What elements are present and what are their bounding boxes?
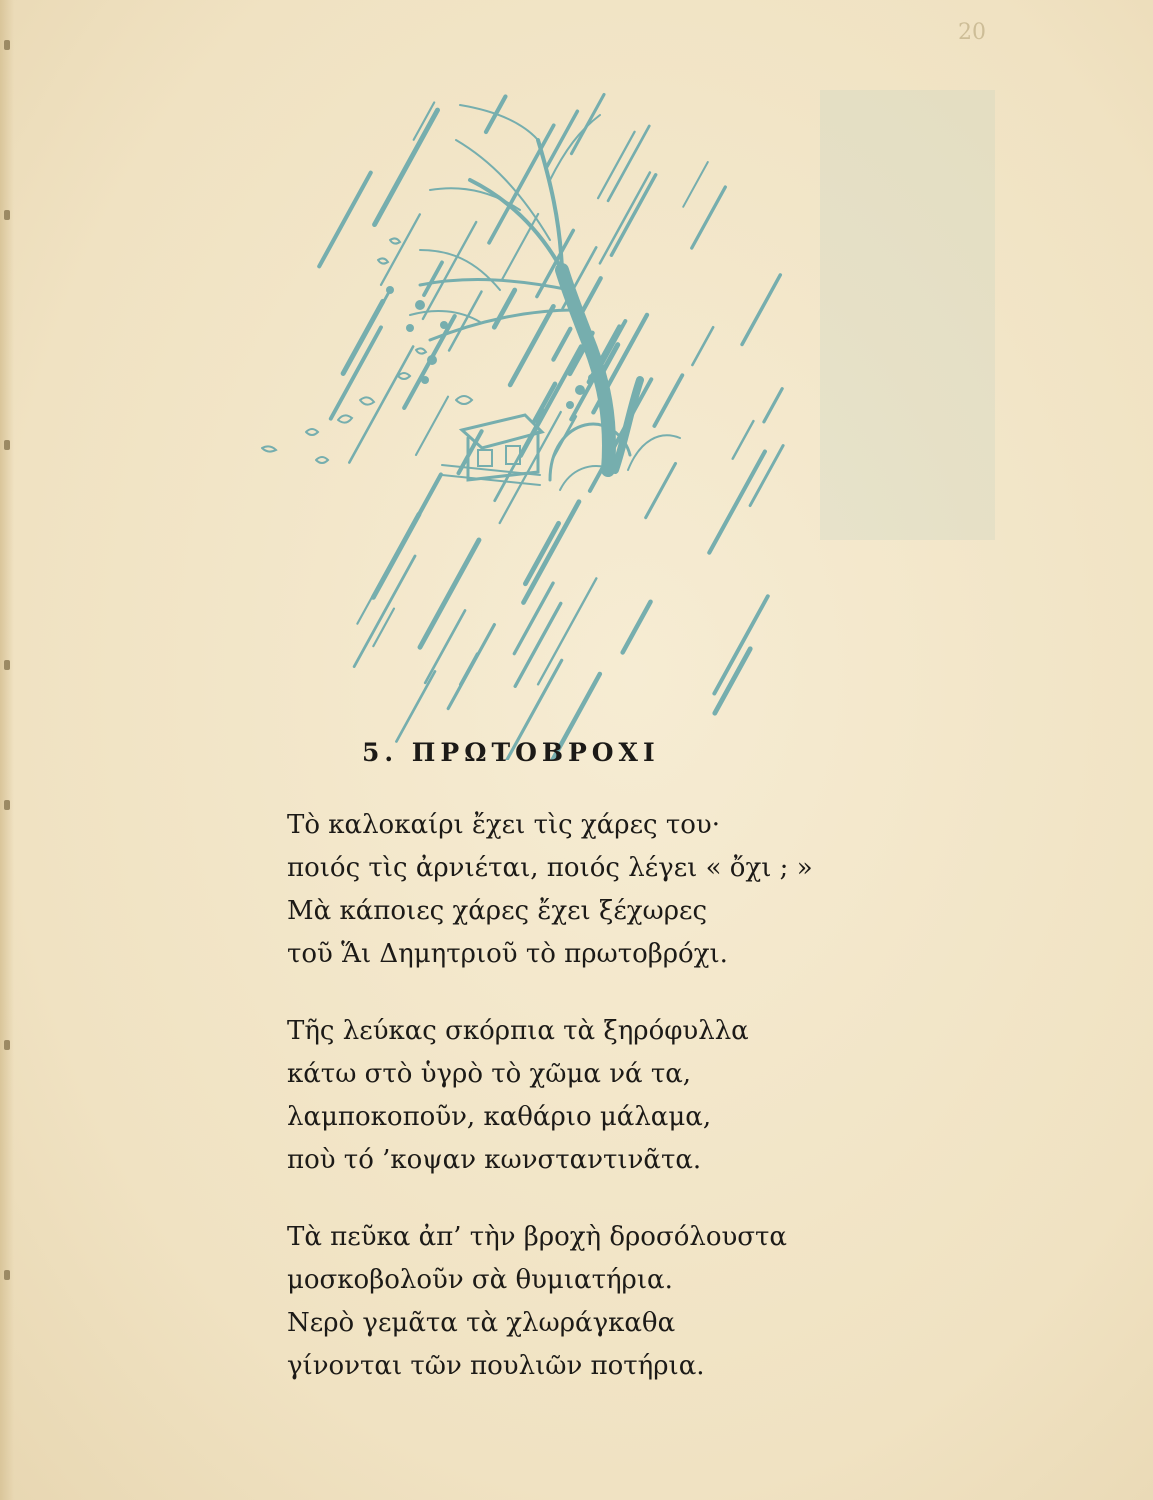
rain-streak (425, 610, 465, 682)
binding-stitch (4, 40, 10, 50)
rain-streak (420, 540, 479, 647)
poem-line: λαμποκοποῦν, καθάριο μάλαμα, (287, 1102, 712, 1132)
rain-streak (709, 452, 765, 553)
rain-streak (448, 625, 494, 709)
rain-streak (571, 94, 604, 153)
binding-stitch (4, 660, 10, 670)
rain-streak (600, 172, 650, 263)
rain-streak (510, 306, 553, 385)
rain-streak (608, 126, 649, 201)
rain-streak (750, 446, 783, 506)
rain-streak (423, 222, 476, 319)
rain-streak (692, 327, 713, 365)
poem-line: ποιός τὶς ἀρνιέται, ποιός λέγει « ὄχι ; » (287, 853, 813, 883)
rain-streak (396, 671, 435, 741)
poem-line: γίνονται τῶν πουλιῶν ποτήρια. (287, 1351, 705, 1381)
rain-streak (733, 421, 754, 459)
stanza (287, 804, 867, 976)
rain-streak (416, 397, 448, 455)
rain-streak (683, 162, 708, 207)
rain-streak (521, 346, 581, 455)
rain-streak (654, 375, 682, 426)
poem-line: Τὰ πεῦκα ἀπ’ τὴν βροχὴ δροσόλουστα (287, 1222, 787, 1252)
poem-line: Τῆς λεύκας σκόρπια τὰ ξηρόφυλλα (287, 1016, 749, 1046)
rain-streak (514, 583, 553, 654)
rain-streak (553, 329, 570, 360)
rain-streak (373, 514, 419, 597)
poem-body (287, 804, 867, 1422)
rain-streak (764, 389, 782, 422)
poem-title: 5. ΠΡΩΤΟΒΡΟΧΙ (362, 738, 660, 767)
stanza (287, 1010, 867, 1182)
rain-streak (375, 110, 438, 225)
poem-line: μοσκοβολοῦν σὰ θυμιατήρια. (287, 1265, 673, 1295)
rain-streak (525, 523, 558, 583)
rain-streak (646, 464, 676, 518)
poem-line: τοῦ Ἅι Δημητριοῦ τὸ πρωτοβρόχι. (287, 939, 728, 969)
binding-stitch (4, 210, 10, 220)
page-number: 20 (958, 20, 986, 45)
rain-streak (319, 173, 371, 267)
stanza (287, 1216, 867, 1388)
rain-streak (331, 327, 381, 418)
rain-streak (623, 602, 651, 653)
show-through-illustration (820, 90, 995, 540)
binding-stitch (4, 800, 10, 810)
poem-line: Νερὸ γεμᾶτα τὰ χλωράγκαθα (287, 1308, 676, 1338)
tree-in-rain-with-house-illustration (220, 60, 820, 760)
binding-stitch (4, 1270, 10, 1280)
rain-streak (381, 214, 420, 285)
rain-streak (611, 175, 655, 255)
poem-line: κάτω στὸ ὑγρὸ τὸ χῶμα νά τα, (287, 1059, 692, 1089)
rain-streak (692, 187, 726, 248)
rain-streak (714, 596, 767, 693)
rain-streak (489, 125, 554, 243)
rain-streak (494, 290, 514, 327)
binding-stitch (4, 1040, 10, 1050)
poem-line: ποὺ τό ’κοψαν κωνσταντινᾶτα. (287, 1145, 702, 1175)
binding-stitch (4, 440, 10, 450)
poem-line: Τὸ καλοκαίρι ἔχει τὶς χάρες του· (287, 810, 720, 840)
rain-streak (742, 275, 780, 344)
poem-line: Μὰ κάποιες χάρες ἔχει ξέχωρες (287, 896, 708, 926)
rain-streak (502, 214, 538, 279)
